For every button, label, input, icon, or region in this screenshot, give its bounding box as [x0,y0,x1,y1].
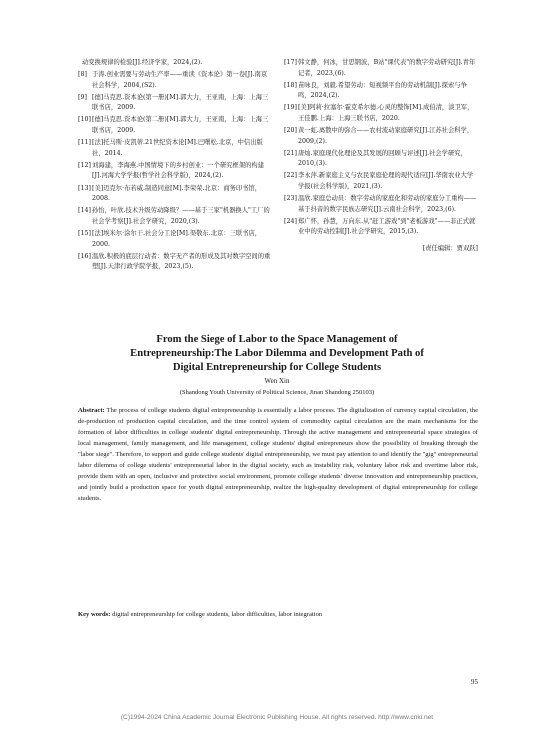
reference-item [78,70,272,91]
english-title-line: Entrepreneurship:The Labor Dilemma and Development Path of [130,348,424,359]
keywords [78,609,478,620]
reference-number: [21] [284,149,297,157]
reference-item [284,58,478,79]
reference-number: [23] [284,195,297,203]
english-title-line: Digital Entrepreneurship for College Students [172,362,382,373]
editor-note: [责任编辑：贾双跃] [422,245,478,252]
reference-item [284,103,478,124]
reference-number: [17] [284,59,297,66]
reference-item [78,93,272,114]
reference-text: 孙怡，叶欣.技术升级劳动降级？——基于三家"机器换人"工厂的社会学考察[J].社会学研究，2020,(3). [92,207,270,225]
keywords-label: Key words: [78,611,111,618]
reference-item [78,206,272,227]
author-affiliation: (Shandong Youth University of Political Science, Jinan Shandong 250103) [179,389,375,396]
abstract-text: The process of college students digital entrepreneurship is essentially a labor process. The digitalization of currency capital circulation, the de-production of production capital circulation, and the time control system of commodity capital circulation are the main mechanisms for the formation of labor difficulties in college students' digital entrepreneurship. Through the active management and entrepreneurial space strategies of local management, family management, and life management, college students' digital entrepreneurs show the possibility of breaking through the "labor siege". Therefore, to support and guide college students' digital entrepreneurship, we must pay attention to and identify the "gig" entrepreneurial labor dilemma of college students' entrepreneurial labor in the digital society, such as instability risk, voluntary labor risk and overtime labor risk, provide them with an open, inclusive and protective social environment, promote college students' diverse innovation and entrepreneurship practices, and jointly build a production space for youth digital entrepreneurship, realize the high-quality development of digital entrepreneurship for college students. [78,407,478,502]
reference-item [284,126,478,147]
english-title-line: From the Siege of Labor to the Space Management of [156,334,398,345]
reference-text: 唐灿.家庭现代化理论及其发展的回顾与评述[J].社会学研究，2010,(3). [298,149,467,168]
reference-text: [法]托马斯·皮凯蒂.21世纪资本论[M].巴曙松.北京，中信出版社，2014. [92,139,263,157]
reference-text: [法]埃米尔·涂尔干.社会分工论[M].渠敬东.北京：三联书店，2000. [92,229,262,248]
reference-number: [14] [78,207,91,215]
reference-text: 韩文静，何冰，甘思钢波，B站"课代表"的数字劳动研究[J].青年记者，2023,(6). [298,59,476,77]
reference-item [284,149,478,170]
reference-text: [美]阿莉·拉塞尔·霍克希尔德.心灵的整饰[M].成伯清，淡卫军，王佳鹏.上海：上海三联书店，2020. [298,104,474,122]
reference-number: [20] [284,127,297,135]
reference-number: [16] [78,252,91,260]
reference-text: 温欣.积极的底层行动者：数字无产者的形成及其对数字空间的重塑[J].天津行政学院学报，2023,(5). [92,252,271,271]
reference-item [78,58,272,69]
reference-text: 黄一虹.离散中的弥合——农村流动家庭研究[J].江苏社会科学，2009,(2). [298,127,474,145]
reference-number: [12] [78,161,91,169]
abstract [78,405,478,504]
reference-text: 刘海建，李海燕.中国情境下的乡村创业：一个研究框架的构建[J].河海大学学报(哲学社会科学版)，2024,(2). [92,161,265,180]
reference-number: [18] [284,81,297,89]
reference-number: [22] [284,172,297,180]
reference-text: 温欣.家庭总动员：数字劳动的家庭化和劳动的家庭分工重构——基于抖音的数字民族志研究[J].云南社会科学，2023,(6). [298,195,477,213]
references-section [78,58,478,274]
reference-item [284,217,478,238]
reference-text: 李永萍.新家庭主义与农民家庭伦理的现代适应[J].华南农业大学学报(社会科学版)，2021,(3). [298,172,474,191]
reference-number: [15] [78,229,91,237]
english-title [60,333,494,375]
copyright-footer: (C)1994-2024 China Academic Journal Electronic Publishing House. All rights reserved. http://www.cnki.net [120,714,434,721]
reference-number: [13] [78,184,91,192]
reference-number: [10] [78,116,91,124]
reference-text: 苗咏良，刘毅.希望劳动：短视频平台的劳动机制[J].探索与争鸣，2024,(2). [298,81,467,100]
page-number: 95 [471,678,478,686]
reference-item [78,115,272,136]
reference-number: [24] [284,217,297,225]
reference-text: 郑广怀，孙慧，万向东.从"赶工游戏"到"老板游戏"——非正式就业中的劳动控制[J].社会学研究，2015,(3). [298,217,476,236]
reference-text: [美]迈克尔·布若威.制造同意[M].李荣荣.北京：商务印书馆，2008. [92,184,262,203]
reference-item [284,81,478,102]
reference-number: [19] [284,104,297,112]
reference-text: 于涛.创业需要与劳动生产率——重读《资本论》第一卷[J].南京社会科学，2004,(S2). [92,71,268,89]
abstract-label: Abstract: [78,407,105,414]
reference-item [284,194,478,215]
reference-number: [9] [78,93,87,101]
keywords-text: digital entrepreneurship for college students, labor difficulties, labor integration [112,611,323,618]
reference-number: [11] [78,139,91,147]
references-right-column [284,58,478,274]
reference-text: [德]马克思.资本论(第一册)[M].郭大力，王亚南，上海：上海三联书店，2009. [92,93,269,112]
reference-item [78,184,272,205]
reference-text: 动变换规律的检验[J].经济学家，2024,(2). [82,59,203,66]
reference-number: [8] [78,71,87,79]
author-name: Wen Xin [264,377,290,385]
reference-item [284,171,478,192]
reference-item [78,252,272,273]
references-left-column [78,58,272,274]
reference-text: [德]马克思.资本论(第二册)[M].郭大力，王亚南，上海：上海三联书店，2009. [92,116,269,135]
reference-item [78,229,272,250]
reference-item [78,138,272,159]
reference-item [78,161,272,182]
